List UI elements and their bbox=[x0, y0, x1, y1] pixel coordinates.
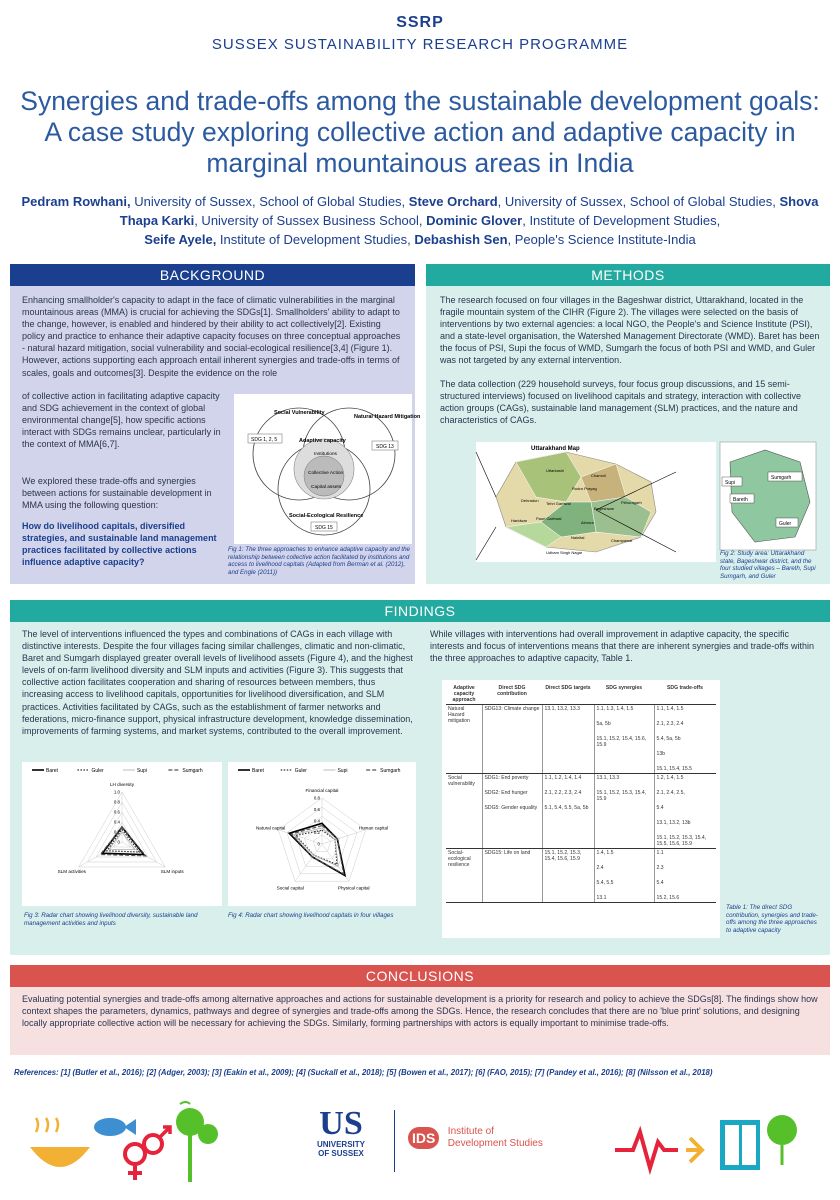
table-cell bbox=[654, 705, 716, 774]
legend-label: Supi bbox=[136, 768, 147, 774]
fish-icon bbox=[94, 1118, 126, 1136]
radar-tick-label: 0.6 bbox=[113, 809, 120, 815]
cell-line: 13.1, 13.3 bbox=[596, 775, 620, 781]
table-cell bbox=[482, 774, 542, 849]
table-cell bbox=[654, 849, 716, 903]
table-row bbox=[446, 774, 716, 849]
district-label: Chamoli bbox=[591, 473, 606, 478]
district-label: Pithoragarh bbox=[621, 500, 642, 505]
cell-line: 5a, 5b bbox=[596, 721, 611, 727]
radar-category-label: SLM activities bbox=[57, 869, 86, 874]
table-header: SDG synergies bbox=[594, 684, 654, 705]
radar-tick-label: 0.2 bbox=[313, 830, 320, 835]
findings-left-paragraph: The level of interventions influenced the types and combinations of CAGs in each village with distinctive interests. Despite the four villages facing similar challenges, climatic and non-climatic, Baret and Sumgarh displayed greater overall levels of livelihood assets (Figure 4), and the highest levels of on-farm livelihood diversity and SLM inputs and activities (Figure 3). This suggests that collective action facilitates cooperation and sharing of resources between members, thus increasing access to livelihood capitals, opportunities for livelihood diversification, and SLM practices. Activities facilitated by CAGs, such as the establishment of farmer networks and federations, micro-finance support, physical infrastructure development, knowledge dissemination, improvements of farming systems, and market systems, contributed to the overall improvement. bbox=[22, 629, 413, 736]
radar-chart-livelihood-capitals bbox=[228, 762, 416, 906]
cell-line: 15.2, 15.6 bbox=[656, 895, 680, 901]
district-label: Nainital bbox=[571, 535, 585, 540]
cell-line: SDG15: Life on land bbox=[484, 850, 531, 856]
cell-line: 13.1, 13.2, 13b bbox=[656, 820, 691, 826]
sussex-line-2: OF SUSSEX bbox=[318, 1149, 364, 1158]
sdg-synergy-table bbox=[446, 684, 716, 903]
table-cell: Natural Hazard mitigation bbox=[446, 705, 482, 774]
cell-line: 1.4, 1.5 bbox=[596, 850, 614, 856]
cell-line: 1.1 bbox=[656, 850, 664, 856]
sussex-logo bbox=[296, 1105, 386, 1158]
radar-category-label: Social capital bbox=[276, 885, 304, 891]
legend-label: Guler bbox=[91, 768, 104, 774]
cell-line: 2.1, 2.2, 2.3, 2.4 bbox=[544, 790, 582, 796]
figure-4-caption: Fig 4: Radar chart showing livelihood capitals in four villages bbox=[228, 912, 394, 919]
table-cell bbox=[542, 774, 594, 849]
village-label: Bareth bbox=[733, 497, 748, 503]
label-capital-assets: Capital assets bbox=[311, 485, 342, 490]
cell-line: 5.4 bbox=[656, 880, 664, 886]
findings-heading: FINDINGS bbox=[10, 600, 830, 622]
table-header: Adaptive capacity approach bbox=[446, 684, 482, 705]
cell-line: 15.1, 15.4, 15.5 bbox=[656, 766, 692, 772]
table-cell bbox=[542, 705, 594, 774]
cell-line: SDG1: End poverty bbox=[484, 775, 529, 781]
logo-divider bbox=[394, 1110, 395, 1172]
radar-tick-label: 0 bbox=[117, 839, 120, 845]
figure-3-caption: Fig 3: Radar chart showing livelihood diversity, sustainable land management activities and inputs bbox=[24, 912, 198, 927]
sdg-icons-illustration bbox=[20, 1092, 220, 1192]
label-adaptive-capacity: Adaptive capacity bbox=[299, 438, 346, 444]
sdg-table-box bbox=[442, 680, 720, 938]
legend-label: Sumgarh bbox=[182, 768, 203, 774]
methods-panel bbox=[426, 264, 830, 584]
legend-label: Supi bbox=[337, 768, 348, 774]
author-affiliation: , People's Science Institute-India bbox=[507, 232, 696, 247]
table-row bbox=[446, 705, 716, 774]
adaptive-capacity-venn-diagram bbox=[234, 394, 421, 544]
cell-line: 15.1, 15.2, 15.4, 15.6, 15.9 bbox=[596, 736, 647, 748]
methods-paragraph-1: The research focused on four villages in the Bageshwar district, Uttarakhand, located in the fragile mountain system of the CIHR (Figure 2). The villages were selected on the basis of interventions by two external agencies: a local NGO, the People's and Science Institute (PSI), and a state-level organisation, the Watershed Management Directorate (WMD). Baret has been the focus of PSI, Supi the focus of WMD, Sumgarh the focus of both PSI and WMD, and Guler was not targeted by any external intervention. bbox=[440, 295, 820, 366]
conclusions-panel bbox=[10, 965, 830, 1055]
cell-line: 2.3 bbox=[656, 865, 664, 871]
cell-line: 2.1, 2.3, 2.4 bbox=[656, 721, 684, 727]
legend-label: Guler bbox=[294, 768, 307, 774]
table-1-caption: Table 1: The direct SDG contribution, synergies and trade-offs among the three approaches to adaptive capacity bbox=[726, 904, 818, 934]
food-bowl-icon bbox=[30, 1147, 90, 1167]
radar-tick-label: 0.2 bbox=[113, 829, 120, 835]
poster-title: Synergies and trade-offs among the sustainable development goals: A case study exploring collective action and adaptive capacity in marginal mountainous areas in India bbox=[20, 86, 820, 178]
table-header-row bbox=[446, 684, 716, 705]
radar-tick-label: 0.6 bbox=[313, 807, 320, 812]
figure-2-caption: Fig 2: Study area: Uttarakhand state, Bageshwar district, and the four studied villages – Bareth, Supi Sumgarh, and Guler bbox=[720, 550, 816, 580]
programme-name: SUSSEX SUSTAINABILITY RESEARCH PROGRAMME bbox=[211, 36, 629, 53]
author-name: Debashish Sen bbox=[414, 232, 508, 247]
author-affiliation: Institute of Development Studies, bbox=[216, 232, 415, 247]
table-cell bbox=[594, 774, 654, 849]
table-cell bbox=[594, 849, 654, 903]
methods-heading: METHODS bbox=[426, 264, 830, 286]
cell-line: 13b bbox=[656, 751, 665, 757]
label-natural-hazard: Natural Hazard Mitigation bbox=[354, 414, 421, 420]
sussex-line-1: UNIVERSITY bbox=[316, 1140, 365, 1149]
label-resilience: Social-Ecological Resilience bbox=[289, 513, 364, 519]
village-label: Sumgarh bbox=[771, 475, 792, 481]
label-institutions: Institutions bbox=[314, 452, 337, 457]
cell-line: 5.4, 5.5 bbox=[596, 880, 614, 886]
radar-category-label: Physical capital bbox=[337, 885, 370, 891]
table-cell bbox=[482, 705, 542, 774]
cell-line: 1.1, 1.3, 1.4, 1.5 bbox=[596, 706, 634, 712]
cell-line: SDG13: Climate change bbox=[484, 706, 540, 712]
sdg-resilience: SDG 15 bbox=[315, 525, 333, 531]
ids-line-1: Institute of bbox=[447, 1126, 494, 1137]
legend-label: Baret bbox=[46, 768, 58, 774]
cell-line: 1.1, 1.2, 1.4, 1.4 bbox=[544, 775, 582, 781]
radar-category-label: Financial capital bbox=[305, 788, 339, 793]
radar-series-baret bbox=[103, 827, 144, 855]
radar-category-label: Natural capital bbox=[255, 825, 286, 831]
table-header: SDG trade-offs bbox=[654, 684, 716, 705]
ids-mark: IDS bbox=[408, 1127, 439, 1149]
background-paragraph-2: We explored these trade-offs and synergies between actions for sustainable development in MMA using the following question: bbox=[22, 476, 212, 511]
conclusions-paragraph: Evaluating potential synergies and trade-offs among alternative approaches and actions for sustainable development is a priority for research and policy to achieve the SDGs[8]. The findings show how context shapes the parameters, dynamics, pathways and degree of synergies and trade-offs among the SDGs. Hence, the research concludes that there are no 'blue print' solutions, and designing locally appropriate collective action will be necessary for achieving the SDGs. Similarly, forming partnerships with actors is equally important to minimise trade-offs. bbox=[22, 994, 818, 1029]
district-label: Uttarkashi bbox=[546, 468, 565, 473]
cell-line: 2.4 bbox=[596, 865, 604, 871]
references: References: [1] (Butler et al., 2016); [2] (Adger, 2003); [3] (Eakin et al., 2009); [4] (Suckall et al., 2018); [5] (Bowen et al., 2017); [6] (FAO, 2015); [7] (Pandey et al., 2016); [8] (Nilsson et al., 2018) bbox=[14, 1068, 713, 1077]
bageshwar-district-map bbox=[720, 442, 816, 550]
radar-chart-livelihood-diversity bbox=[22, 762, 222, 906]
legend-label: Sumgarh bbox=[380, 768, 401, 774]
village-label: Guler bbox=[779, 521, 792, 527]
author-name: Seife Ayele, bbox=[144, 232, 217, 247]
author-name: Dominic Glover bbox=[426, 213, 523, 228]
sdg-social-vulnerability: SDG 1, 2, 5 bbox=[251, 437, 278, 443]
background-heading: BACKGROUND bbox=[10, 264, 415, 286]
district-label: Bageshwar bbox=[594, 506, 615, 511]
table-cell: Social-ecological resilience bbox=[446, 849, 482, 903]
radar-category-label: Human capital bbox=[358, 825, 389, 831]
table-cell bbox=[654, 774, 716, 849]
radar-tick-label: 0 bbox=[317, 841, 320, 847]
cell-line: 1.2, 1.4, 1.5 bbox=[656, 775, 684, 781]
study-area-map bbox=[476, 442, 716, 562]
district-label: Rudra Prayag bbox=[572, 486, 597, 491]
cell-line: 1.1, 1.4, 1.5 bbox=[656, 706, 684, 712]
figure-1-caption: Fig 1: The three approaches to enhance adaptive capacity and the relationship between collective action facilitated by institutions and access to livelihood capitals (Adapted from Berman et al. (2012), and Engle (2011)) bbox=[228, 546, 410, 576]
research-question: How do livelihood capitals, diversified strategies, and sustainable land management practices facilitated by collective actions influence adaptive capacity? bbox=[22, 521, 217, 568]
author-affiliation: , University of Sussex, School of Global Studies, bbox=[497, 194, 780, 209]
cell-line: 15.1, 15.2, 15.3, 15.4, 15.6, 15.9 bbox=[544, 850, 582, 862]
author-name: Shova Thapa Karki bbox=[119, 194, 819, 228]
growth-icon bbox=[686, 1138, 702, 1162]
table-header: Direct SDG contribution bbox=[482, 684, 542, 705]
health-icon bbox=[615, 1132, 678, 1168]
sussex-us-mark: US bbox=[319, 1105, 363, 1142]
radar-tick-label: 0.4 bbox=[313, 818, 320, 824]
district-label: Pauri Garhwal bbox=[536, 516, 562, 521]
cell-line: 13.1, 13.2, 13.3 bbox=[544, 706, 580, 712]
table-header: Direct SDG targets bbox=[542, 684, 594, 705]
conclusions-heading: CONCLUSIONS bbox=[10, 965, 830, 987]
background-paragraph-1: Enhancing smallholder's capacity to adapt in the face of climatic vulnerabilities in the marginal mountainous areas (MMA) is crucial for achieving the SDGs[1]. Smallholders' ability to adapt to the change, however, is enabled and hindered by their ability to act collectively[2]. Existing policy and practice to enhance their adaptive capacity focuses on three conceptual approaches - natural hazard mitigation, social vulnerability and social-ecological resilience[3,4] (Figure 1). However, actions supporting each approach entail inherent synergies and trade-offs in terms of scales, goals and outcomes[3]. Despite the evidence on the role bbox=[22, 295, 401, 378]
label-social-vulnerability: Social Vulnerability bbox=[274, 410, 325, 416]
cell-line: 15.1, 15.2, 15.3, 15.4, 15.9 bbox=[596, 790, 647, 802]
background-paragraph-1b: of collective action in facilitating adaptive capacity and SDG achievement in the context of global environmental change[5], how specific actions interact with SDGs remains unclear, particularly in the context of MMA[6,7]. bbox=[22, 391, 221, 450]
author-list bbox=[14, 192, 826, 249]
table-cell: Social vulnerability bbox=[446, 774, 482, 849]
ids-line-2: Development Studies bbox=[447, 1138, 543, 1149]
cell-line: 5.4, 5a, 5b bbox=[656, 736, 681, 742]
ids-logo bbox=[408, 1126, 543, 1150]
label-collective-action: Collective Action bbox=[308, 471, 344, 476]
district-label: Champawat bbox=[611, 538, 633, 543]
gender-icon bbox=[125, 1144, 145, 1164]
author-name: Pedram Rowhani, bbox=[21, 194, 131, 209]
leaf-icon bbox=[767, 1115, 797, 1145]
table-cell bbox=[542, 849, 594, 903]
findings-right-paragraph: While villages with interventions had overall improvement in adaptive capacity, the specific interests and focus of interventions means that there are inherent synergies and trade-offs within the three approaches to adaptive capacity, Table 1. bbox=[430, 629, 815, 664]
map-title: Uttarakhand Map bbox=[531, 446, 580, 452]
methods-paragraph-2: The data collection (229 household surveys, four focus group discussions, and 15 semi-structured interviews) focused on livelihood capitals and strategy, interaction with collective action groups (CAGs), sustainable land management (SLM) practices, and the nature and characteristics of CAGs. bbox=[440, 379, 802, 426]
author-affiliation: , Institute of Development Studies, bbox=[522, 213, 721, 228]
author-affiliation: , University of Sussex Business School, bbox=[194, 213, 427, 228]
sdg-natural-hazard: SDG 13 bbox=[376, 444, 394, 450]
radar-tick-label: 1.0 bbox=[113, 789, 120, 795]
cell-line: 5.1, 5.4, 5.5, 5a, 5b bbox=[544, 805, 589, 811]
district-label: Udham Singh Nagar bbox=[546, 550, 583, 555]
district-label: Tehri Garhwal bbox=[546, 501, 571, 506]
village-label: Supi bbox=[725, 480, 736, 486]
background-panel bbox=[10, 264, 421, 584]
cell-line: SDG5: Gender equality bbox=[484, 805, 538, 811]
radar-tick-label: 0.4 bbox=[113, 819, 120, 825]
collective-action-circle bbox=[304, 456, 344, 496]
author-affiliation: University of Sussex, School of Global Studies, bbox=[130, 194, 409, 209]
cell-line: 13.1 bbox=[596, 895, 607, 901]
district-label: Almora bbox=[581, 520, 594, 525]
findings-panel bbox=[10, 600, 830, 955]
author-name: Steve Orchard bbox=[408, 194, 498, 209]
table-cell bbox=[482, 849, 542, 903]
cell-line: 5.4 bbox=[656, 805, 664, 811]
district-label: Haridwar bbox=[511, 518, 528, 523]
cell-line: 15.1, 15.2, 15.3, 15.4, 15.5, 15.6, 15.9 bbox=[656, 835, 707, 847]
radar-tick-label: 0.8 bbox=[313, 795, 320, 801]
table-cell bbox=[594, 705, 654, 774]
radar-category-label: LH diversity bbox=[110, 782, 134, 787]
cell-line: 2.1, 2.4, 2.5, bbox=[656, 790, 685, 796]
legend-label: Baret bbox=[252, 768, 264, 774]
radar-tick-label: 0.8 bbox=[113, 799, 120, 805]
table-row bbox=[446, 849, 716, 903]
radar-category-label: SLM inputs bbox=[160, 869, 184, 874]
sdg-icons-illustration-right bbox=[610, 1100, 826, 1190]
cell-line: SDG2: End hunger bbox=[484, 790, 528, 796]
district-label: Dehradun bbox=[521, 498, 539, 503]
programme-acronym: SSRP bbox=[396, 14, 444, 31]
